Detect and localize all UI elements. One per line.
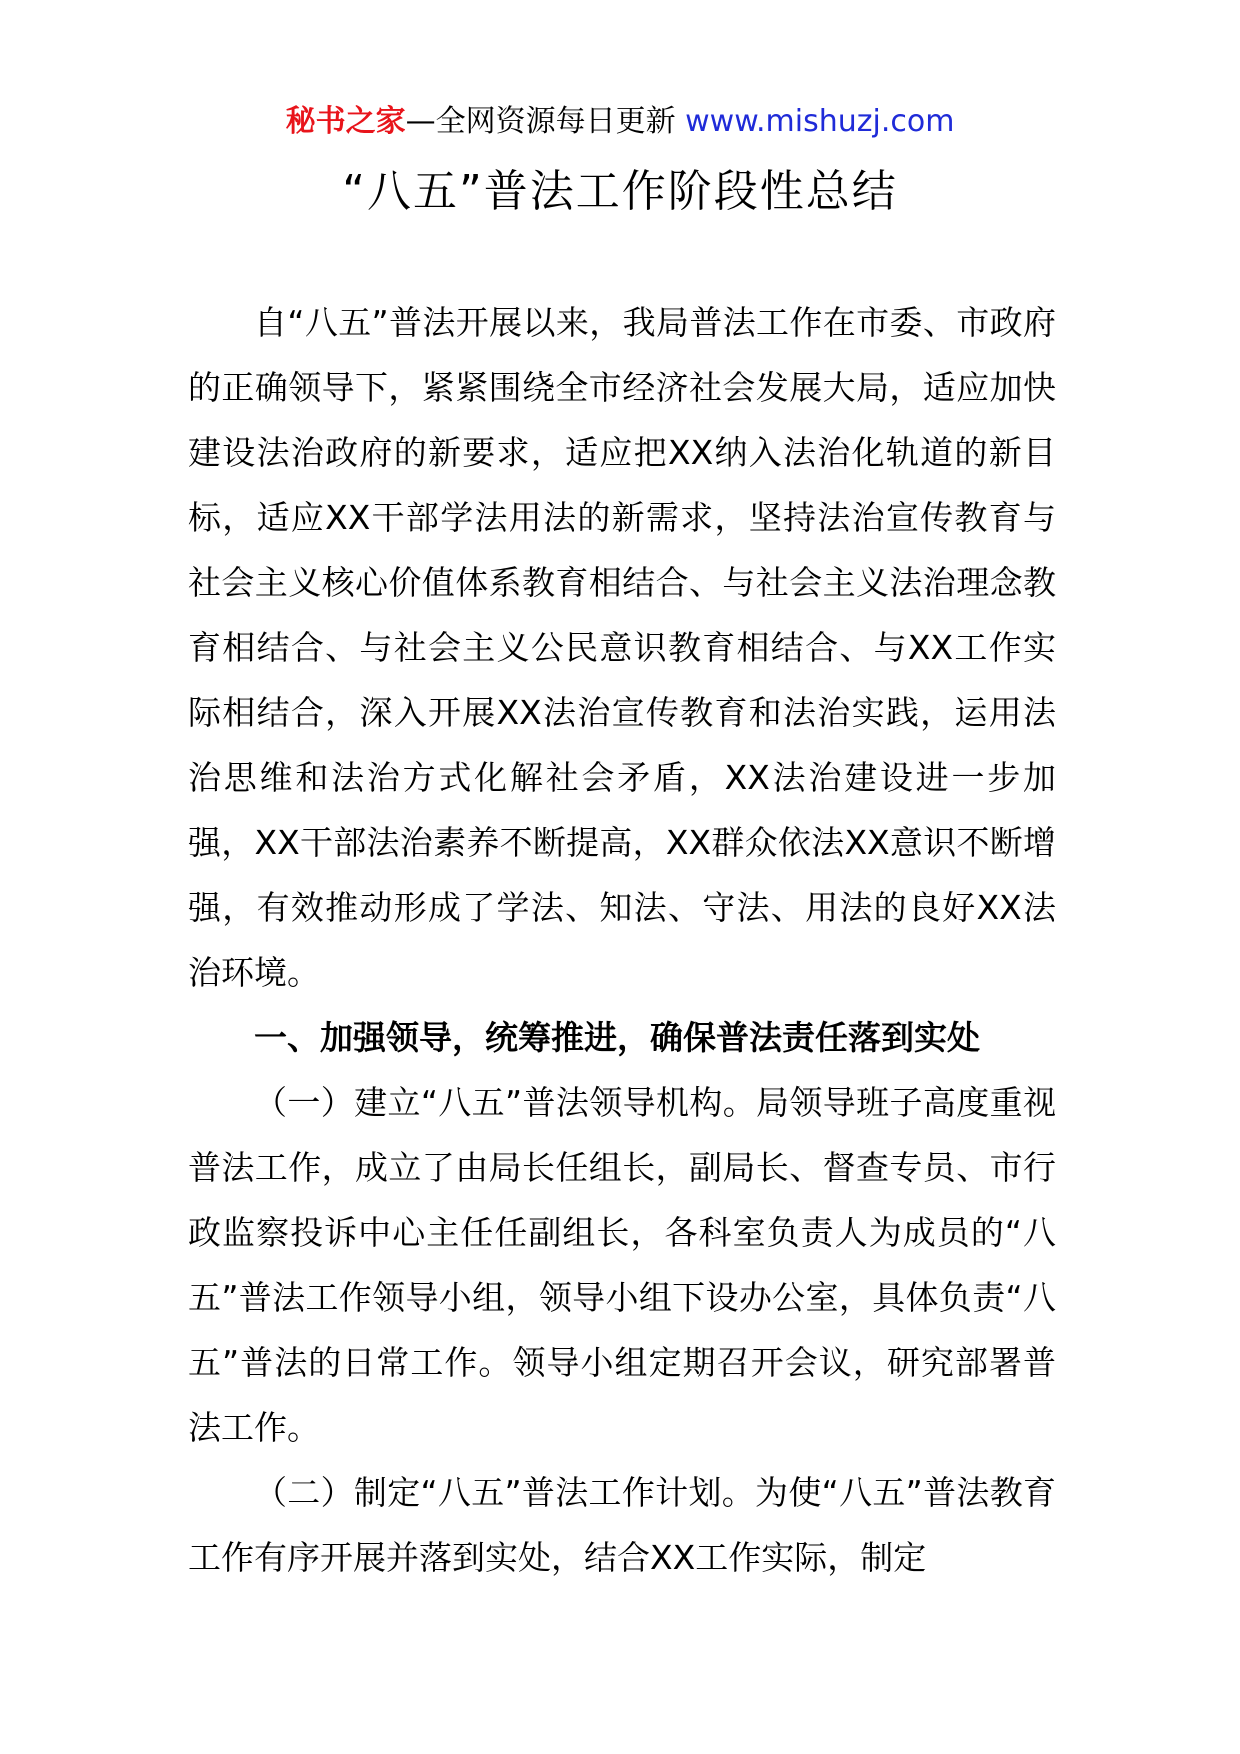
slogan: —全网资源每日更新 xyxy=(405,104,686,139)
paragraph: （二）制定“八五”普法工作计划。为使“八五”普法教育工作有序开展并落到实处，结合XX工作实际，制定 xyxy=(188,1473,1056,1577)
section-heading: 一、加强领导，统筹推进，确保普法责任落到实处 xyxy=(254,1018,980,1057)
site-url-link[interactable]: www.mishuzj.com xyxy=(685,104,955,139)
brand-name: 秘书之家 xyxy=(285,104,406,139)
document-body xyxy=(188,290,1056,1590)
site-header xyxy=(0,100,1240,144)
paragraph: （一）建立“八五”普法领导机构。局领导班子高度重视普法工作，成立了由局长任组长，副局长、督查专员、市行政监察投诉中心主任任副组长，各科室负责人为成员的“八五”普法工作领导小组，领导小组下设办公室，具体负责“八五”普法的日常工作。领导小组定期召开会议，研究部署普法工作。 xyxy=(188,1083,1056,1447)
document-title: “八五”普法工作阶段性总结 xyxy=(342,166,898,217)
intro-paragraph: 自“八五”普法开展以来，我局普法工作在市委、市政府的正确领导下，紧紧围绕全市经济社会发展大局，适应加快建设法治政府的新要求，适应把XX纳入法治化轨道的新目标，适应XX干部学法用法的新需求，坚持法治宣传教育与社会主义核心价值体系教育相结合、与社会主义法治理念教育相结合、与社会主义公民意识教育相结合、与XX工作实际相结合，深入开展XX法治宣传教育和法治实践，运用法治思维和法治方式化解社会矛盾，XX法治建设进一步加强，XX干部法治素养不断提高，XX群众依法XX意识不断增强，有效推动形成了学法、知法、守法、用法的良好XX法治环境。 xyxy=(188,303,1056,992)
